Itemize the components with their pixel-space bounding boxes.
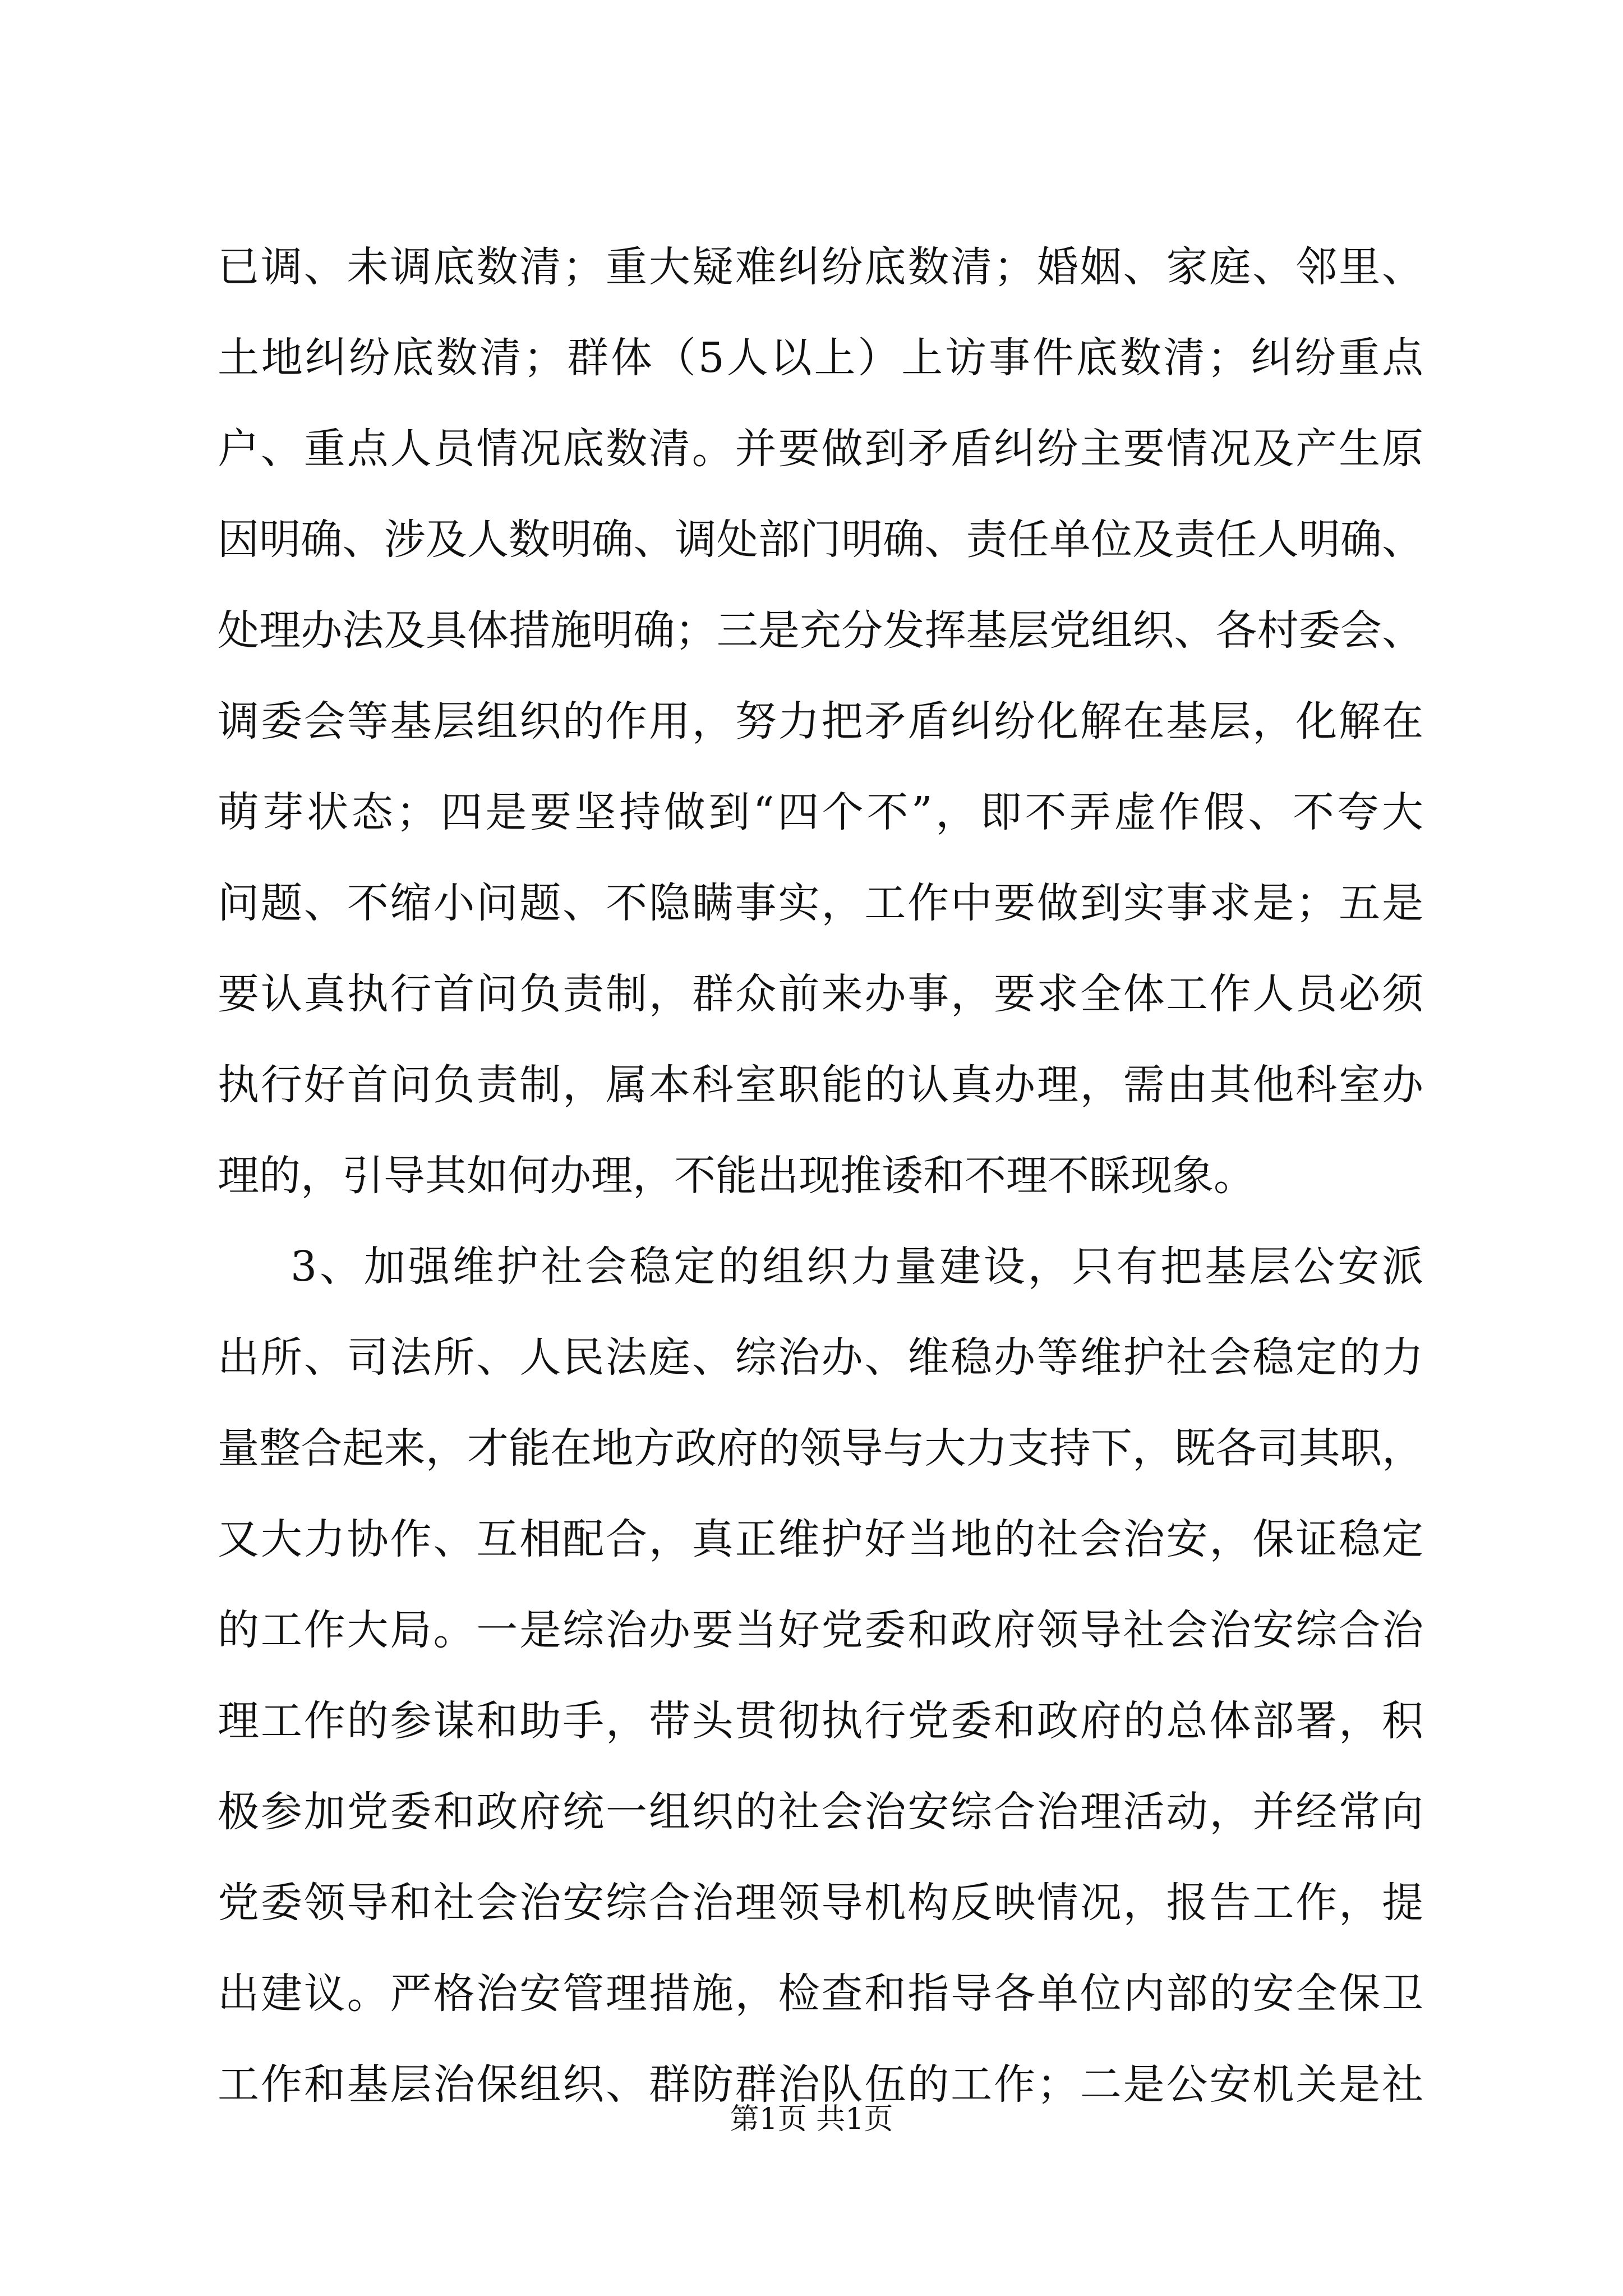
- text-line: 出所、司法所、人民法庭、综治办、维稳办等维护社会稳定的力: [218, 1333, 1423, 1382]
- page-footer: [0, 2097, 1623, 2142]
- text-line: 因明确、涉及人数明确、调处部门明确、责任单位及责任人明确、: [218, 516, 1423, 564]
- text-line: 处理办法及具体措施明确；三是充分发挥基层党组织、各村委会、: [218, 606, 1423, 655]
- text-line: 极参加党委和政府统一组织的社会治安综合治理活动，并经常向: [218, 1788, 1423, 1836]
- paragraph-end-line: 理的，引导其如何办理，不能出现推诿和不理不睬现象。: [218, 1152, 1255, 1200]
- text-line: 土地纠纷底数清；群体（5人以上）上访事件底数清；纠纷重点: [218, 334, 1423, 382]
- text-line: 萌芽状态；四是要坚持做到“四个不”，即不弄虚作假、不夸大: [218, 788, 1423, 836]
- text-line: 户、重点人员情况底数清。并要做到矛盾纠纷主要情况及产生原: [218, 425, 1423, 473]
- text-line: 又大力协作、互相配合，真正维护好当地的社会治安，保证稳定: [218, 1515, 1423, 1563]
- paragraph-start-line: 3、加强维护社会稳定的组织力量建设，只有把基层公安派: [291, 1243, 1423, 1291]
- document-body: [218, 222, 1423, 2130]
- text-line: 工作和基层治保组织、群防群治队伍的工作；二是公安机关是社: [218, 2060, 1423, 2109]
- text-line: 理工作的参谋和助手，带头贯彻执行党委和政府的总体部署，积: [218, 1697, 1423, 1745]
- text-line: 已调、未调底数清；重大疑难纠纷底数清；婚姻、家庭、邻里、: [218, 243, 1423, 291]
- text-line: 的工作大局。一是综治办要当好党委和政府领导社会治安综合治: [218, 1606, 1423, 1654]
- page-number-label: 第1页 共1页: [730, 2102, 893, 2136]
- text-line: 要认真执行首问负责制，群众前来办事，要求全体工作人员必须: [218, 970, 1423, 1018]
- text-line: 执行好首问负责制，属本科室职能的认真办理，需由其他科室办: [218, 1061, 1423, 1109]
- text-line: 党委领导和社会治安综合治理领导机构反映情况，报告工作，提: [218, 1879, 1423, 1927]
- text-line: 问题、不缩小问题、不隐瞒事实，工作中要做到实事求是；五是: [218, 879, 1423, 927]
- text-line: 调委会等基层组织的作用，努力把矛盾纠纷化解在基层，化解在: [218, 697, 1423, 746]
- text-line: 出建议。严格治安管理措施，检查和指导各单位内部的安全保卫: [218, 1970, 1423, 2018]
- text-line: 量整合起来，才能在地方政府的领导与大力支持下，既各司其职，: [218, 1424, 1423, 1473]
